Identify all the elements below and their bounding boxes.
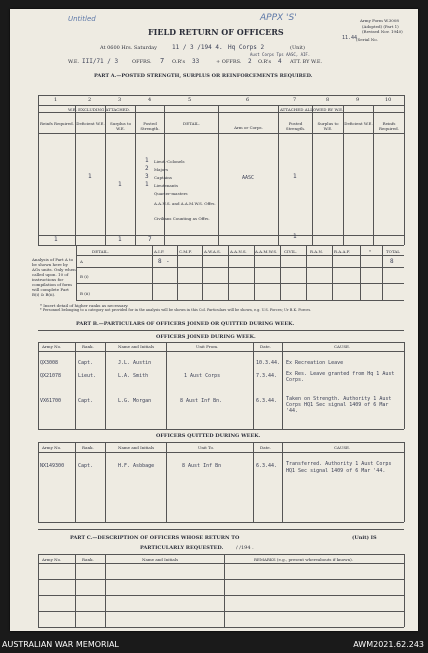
header-detail: DETAIL. <box>183 121 200 126</box>
joined-3-rank: Capt. <box>78 398 94 404</box>
quitted-1-rank: Capt. <box>78 463 94 469</box>
joined-1-rank: Capt. <box>78 360 94 366</box>
analysis-a-total: 8 <box>390 258 394 265</box>
part-c-date-blank: / /194 . <box>236 545 254 551</box>
quitted-1-army: NX149300 <box>40 463 65 469</box>
joined-1-name: J.L. Austin <box>118 360 152 366</box>
header-deficient: Deficient W.E. <box>76 121 105 126</box>
analysis-h-total: TOTAL <box>386 249 400 254</box>
form-title: FIELD RETURN OF OFFICERS <box>148 27 284 37</box>
offrs-value: 7 <box>160 57 165 65</box>
col-number-7: 7 <box>293 97 297 103</box>
total-col1: 1 <box>54 236 58 243</box>
att-label: ATT. BY W.E. <box>290 59 323 65</box>
part-c-unit-label: (Unit) IS <box>352 535 377 541</box>
analysis-h-civil: CIVIL. <box>284 249 298 254</box>
ors-value: 33 <box>192 58 200 65</box>
joined-2-name: L.A. Smith <box>118 373 149 379</box>
ors-label: O.R's <box>172 59 186 65</box>
part-c-h-army: Army No. <box>42 557 62 562</box>
offrs-label: OFFRS. <box>132 59 152 65</box>
analysis-h-star: * <box>369 249 371 254</box>
joined-3-date: 6.3.44. <box>256 398 278 404</box>
col-number-4: 4 <box>148 97 152 103</box>
joined-2-army: QX21078 <box>40 373 62 379</box>
joined-3-army: VX61700 <box>40 398 62 404</box>
ors-label-2: O.R's <box>258 59 272 65</box>
handwritten-note: Untitled <box>68 15 96 23</box>
total-col3: 1 <box>118 236 122 243</box>
we-value: III/71 / 3 <box>82 58 119 65</box>
total-col7: 1 <box>293 233 297 240</box>
joined-h-date: Date. <box>260 344 271 349</box>
joined-h-rank: Rank. <box>82 344 94 349</box>
we-excluding-attached: W.E. EXCLUDING ATTACHED. <box>68 107 131 112</box>
army-form-label: Army Form W.3008 <box>360 18 399 23</box>
date-value: 11 / 3 /194 4. <box>172 44 223 51</box>
part-c-particularly: PARTICULARLY REQUESTED. <box>140 545 224 551</box>
header-posted-strength-att: Posted Strength. <box>285 121 306 131</box>
part-a-title: PART A.—POSTED STRENGTH, SURPLUS OR REINFORCEMENTS REQUIRED. <box>94 73 313 79</box>
form-sheet <box>10 9 418 631</box>
analysis-row-bi: B (i) <box>80 274 89 279</box>
detail-lt-colonels: Lieut.-Colonels <box>154 159 185 164</box>
unit-value-2: Aust Corps Tps AASC, AIF. <box>250 52 311 57</box>
quitted-1-cause: Transferred. Authority 1 Aust Corps HQ1 Sec signal 1409 of 6 Mar '44. <box>286 461 392 474</box>
detail-captains: Captains <box>154 175 172 180</box>
part-c-h-rank: Rank. <box>82 557 94 562</box>
detail-aans: A.A.N.S. and A.A.M.W.S. Offrs. <box>154 201 216 206</box>
joined-h-cause: CAUSE. <box>334 344 351 349</box>
unit-label: (Unit) <box>290 45 305 51</box>
joined-2-cause: Ex Res. Leave granted from Hq 1 Aust Corps. <box>286 371 395 383</box>
archive-footer <box>0 638 428 653</box>
header-reinfs-att: Reinfs Required. <box>379 121 399 131</box>
joined-2-unit: 1 Aust Corps <box>184 373 221 379</box>
part-b-title: PART B.—PARTICULARS OF OFFICERS JOINED OR QUITTED DURING WEEK. <box>76 321 295 327</box>
header-deficient-att: Deficient W.E. <box>344 121 373 126</box>
joined-h-name: Name and Initials <box>118 344 155 349</box>
quitted-title: OFFICERS QUITTED DURING WEEK. <box>156 433 261 439</box>
col-number-3: 3 <box>118 97 122 103</box>
joined-2-date: 7.3.44. <box>256 373 278 379</box>
total-col4: 7 <box>148 236 152 243</box>
footnote-1: * Insert detail of higher ranks as necessary. <box>40 303 129 308</box>
col-number-8: 8 <box>326 97 330 103</box>
quitted-h-date: Date. <box>260 445 271 450</box>
header-surplus: Surplus to W.E. <box>110 121 131 131</box>
quitted-1-name: H.F. Asbbage <box>118 463 155 469</box>
analysis-h-detail: DETAIL. <box>92 249 109 254</box>
attached-allowed: ATTACHED ALLOWED BY W.E. <box>280 107 344 112</box>
joined-3-unit: 8 Aust Inf Bn. <box>180 398 223 404</box>
quitted-1-unit: 8 Aust Inf Bn <box>182 463 222 469</box>
analysis-h-awas: A.W.A.S. <box>204 249 221 254</box>
col-number-9: 9 <box>356 97 360 103</box>
att-posted-value: 1 <box>293 173 297 180</box>
posted-lieutenants: 1 <box>145 181 149 188</box>
header-posted-strength: Posted Strength. <box>140 121 160 131</box>
col-number-2: 2 <box>88 97 92 103</box>
analysis-note: Analysis of Part A to be shown here by AGs units. Only when called upon. 10 of instructions for compilation of form will complete Part B(i) & B(ii). <box>32 257 76 297</box>
serial-value: 11.44 <box>342 35 358 41</box>
detail-majors: Majors <box>154 167 169 172</box>
serial-label: (Serial No. <box>356 37 378 42</box>
joined-title: OFFICERS JOINED DURING WEEK. <box>156 334 256 340</box>
header-reinfs-required: Reinfs Required. <box>40 121 74 126</box>
joined-1-army: QX3008 <box>40 360 59 366</box>
detail-quartermasters: Quarter-masters <box>154 191 188 196</box>
analysis-h-ran: R.A.N. <box>310 249 323 254</box>
joined-1-date: 10.3.44. <box>256 360 281 366</box>
posted-majors: 2 <box>145 165 149 172</box>
analysis-h-aif: A.I.F. <box>154 249 165 254</box>
quitted-1-date: 6.3.44. <box>256 463 278 469</box>
analysis-h-aans: A.A.N.S. <box>230 249 247 254</box>
col-number-6: 6 <box>246 97 250 103</box>
ors-value-2: 4 <box>278 58 282 65</box>
quitted-h-cause: CAUSE. <box>334 445 351 450</box>
quitted-h-name: Name and Initials <box>118 445 155 450</box>
plus-offrs-value: 2 <box>248 58 252 65</box>
detail-civilians: Civilians Counting as Offrs. <box>154 216 210 221</box>
joined-3-name: L.G. Morgan <box>118 398 152 404</box>
plus-offrs-label: + OFFRS. <box>216 59 242 65</box>
footer-left: AUSTRALIAN WAR MEMORIAL <box>2 640 119 649</box>
analysis-row-bii: B (ii) <box>80 291 90 296</box>
arm-value: AASC <box>242 175 255 181</box>
surplus-lieutenants: 1 <box>118 181 122 188</box>
joined-3-cause: Taken on Strength. Authority 1 Aust Corps HQ1 Sec signal 1409 of 6 Mar '44. <box>286 396 392 414</box>
col-number-5: 5 <box>188 97 192 103</box>
col-number-1: 1 <box>54 97 58 103</box>
quitted-h-army: Army No. <box>42 445 62 450</box>
posted-captains: 3 <box>145 173 149 180</box>
posted-ltcol: 1 <box>145 157 149 164</box>
we-label: W.E. <box>68 59 80 65</box>
handwritten-appendix: APPX 'S' <box>260 13 297 23</box>
quitted-h-rank: Rank. <box>82 445 94 450</box>
joined-h-unit: Unit From. <box>196 344 219 349</box>
quitted-h-unit: Unit To. <box>198 445 215 450</box>
at-line-label: At 0600 Hrs. Saturday <box>100 45 157 51</box>
joined-1-cause: Ex Recreation Leave <box>286 360 344 366</box>
col-number-10: 10 <box>385 97 392 103</box>
analysis-a-aif: 8 <box>158 258 162 265</box>
joined-h-army: Army No. <box>42 344 62 349</box>
footer-right: AWM2021.62.243 <box>353 640 424 649</box>
header-arm-corps: Arm or Corps. <box>234 125 263 130</box>
part-c-h-name: Name and Initials <box>142 557 179 562</box>
footnote-2: * Personnel belonging to a category not provided for in the analysis will be shown in this Col. Particulars will be shown, e.g. U.S. Forces; Ur B.K. Forces. <box>40 308 312 312</box>
adopted-label: (Adopted) (Part 1) <box>362 24 399 29</box>
analysis-h-raaf: R.A.A.F. <box>334 249 351 254</box>
part-c-title: PART C.—DESCRIPTION OF OFFICERS WHOSE RETURN TO <box>70 535 240 541</box>
analysis-h-aamws: A.A.M.W.S. <box>255 249 278 254</box>
header-surplus-att: Surplus to W.E. <box>317 121 339 131</box>
part-c-h-remarks: REMARKS (e.g., present whereabouts if known). <box>254 557 353 562</box>
analysis-h-cmf: C.M.F. <box>179 249 192 254</box>
revised-label: (Revised Nov. 1940) <box>362 29 403 34</box>
deficient-captains: 1 <box>88 173 92 180</box>
analysis-a-cmf: - <box>166 258 170 265</box>
analysis-row-a: A <box>80 259 83 264</box>
detail-lieutenants: Lieutenants <box>154 183 179 188</box>
unit-value: Hq Corps 2 <box>228 44 265 51</box>
joined-2-rank: Lieut. <box>78 373 97 379</box>
